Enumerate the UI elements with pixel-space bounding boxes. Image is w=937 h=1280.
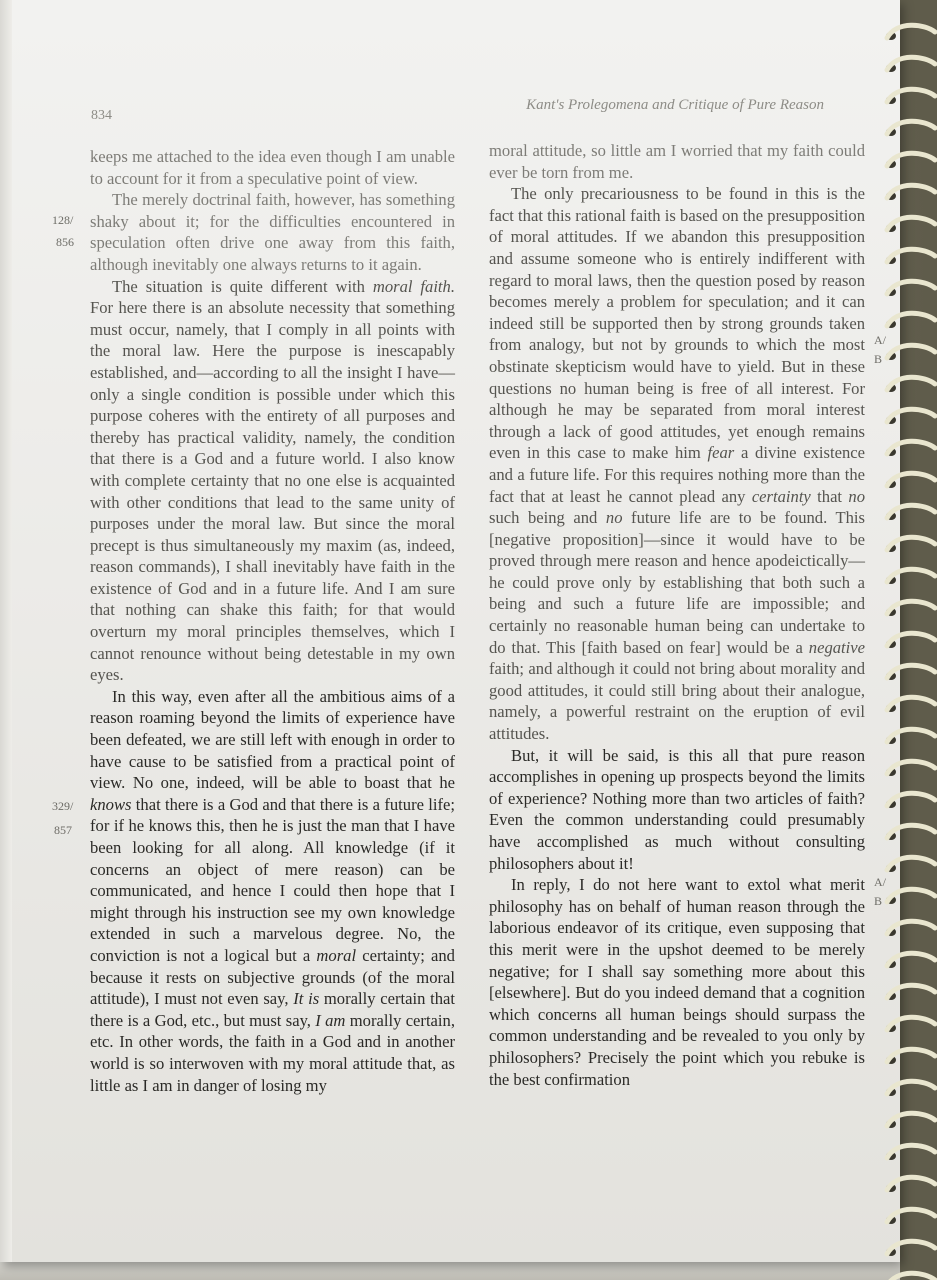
spiral-binding (877, 0, 937, 1280)
page-stack-edge (0, 1262, 900, 1280)
paragraph: The situation is quite different with moral faith. For here there is an absolute necessity that something must occur, namely, that I comply in all points with the moral law. Here the purpose is inescapably established, and—according to all the insight I have—only a single condition is possible under which this purpose coheres with the entirety of all purposes and thereby has practical validity, namely, the condition that there is a God and a future world. I also know with complete certainty that no one else is acquainted with other conditions that lead to the same unity of purposes under the moral law. But since the moral precept is thus simultaneously my maxim (as, indeed, reason commands), I shall inevitably have faith in the existence of God and in a future life. And I am sure that nothing can shake this faith; for that would overturn my moral principles themselves, which I cannot renounce without being detestable in my own eyes. (90, 276, 455, 685)
binding-coil (887, 1273, 935, 1280)
margin-note: A/ (874, 875, 886, 889)
margin-note: 857 (54, 823, 72, 837)
margin-note: B (874, 352, 883, 366)
paragraph: But, it will be said, is this all that pure reason accomplishes in opening up prospects beyond the limits of experience? Nothing more than two articles of faith? Even the common understanding could presumably have accomplished as much without consulting philosophers about it! (489, 745, 865, 873)
paragraph: keeps me attached to the idea even though I am unable to account for it from a speculative point of view. (90, 147, 455, 188)
page-left-edge (0, 0, 12, 1262)
margin-note: 128/ (52, 213, 74, 227)
left-column (90, 146, 455, 1096)
margin-note: B (874, 894, 883, 908)
paragraph: The merely doctrinal faith, however, has something shaky about it; for the difficulties encountered in speculation often drive one away from this faith, although inevitably one always returns to it again. (90, 190, 455, 274)
paragraph: The only precariousness to be found in this is the fact that this rational faith is based on the presupposition of moral attitudes. If we abandon this presupposition and assume someone who is entirely indifferent with regard to moral laws, then the question posed by reason becomes merely a problem for speculation; and it can indeed still be supported then by strong grounds taken from analogy, but not by grounds to which the most obstinate skepticism would have to yield. But in these questions no human being is free of all interest. For although he may be separated from moral interest through a lack of good attitudes, yet enough remains even in this case to make him fear a divine existence and a future life. For this requires nothing more than the fact that at least he cannot plead any certainty that no such being and no future life are to be found. This [negative proposition]—since it would have to be proved through mere reason and hence apodeictically—he could prove only by establishing that both such a being and such a future life are impossible; and certainly no reasonable human being can undertake to do that. This [faith based on fear] would be a negative faith; and although it could not bring about morality and good attitudes, it could still bring about their analogue, namely, a powerful restraint on the eruption of evil attitudes. (489, 184, 865, 744)
paragraph: moral attitude, so little am I worried that my faith could ever be torn from me. (489, 141, 865, 182)
margin-note: 329/ (52, 799, 74, 813)
margin-note: A/ (874, 333, 886, 347)
page-number: 834 (91, 108, 112, 123)
paragraph: In this way, even after all the ambitious aims of a reason roaming beyond the limits of experience have been defeated, we are still left with enough in order to have cause to be satisfied from a practical point of view. No one, indeed, will be able to boast that he knows that there is a God and that there is a future life; for if he knows this, then he is just the man that I have been looking for all along. All knowledge (if it concerns an object of mere reason) can be communicated, and hence I could then hope that I might through his instruction see my own knowledge extended in such a marvelous degree. No, the conviction is not a logical but a moral certainty; and because it rests on subjective grounds (of the moral attitude), I must not even say, It is morally certain that there is a God, etc., but must say, I am morally certain, etc. In other words, the faith in a God and in another world is so interwoven with my moral attitude that, as little as I am in danger of losing my (90, 686, 455, 1095)
running-head: Kant's Prolegomena and Critique of Pure Reason (526, 97, 824, 113)
margin-note: 856 (56, 235, 74, 249)
right-column (489, 140, 865, 1090)
paragraph: In reply, I do not here want to extol what merit philosophy has on behalf of human reason through the laborious endeavor of its critique, even supposing that this merit were in the upshot deemed to be merely negative; for I shall say something more about this [elsewhere]. But do you indeed demand that a cognition which concerns all human beings should surpass the common understanding and be revealed to you only by philosophers? Precisely the point which you rebuke is the best confirmation (489, 875, 865, 1089)
